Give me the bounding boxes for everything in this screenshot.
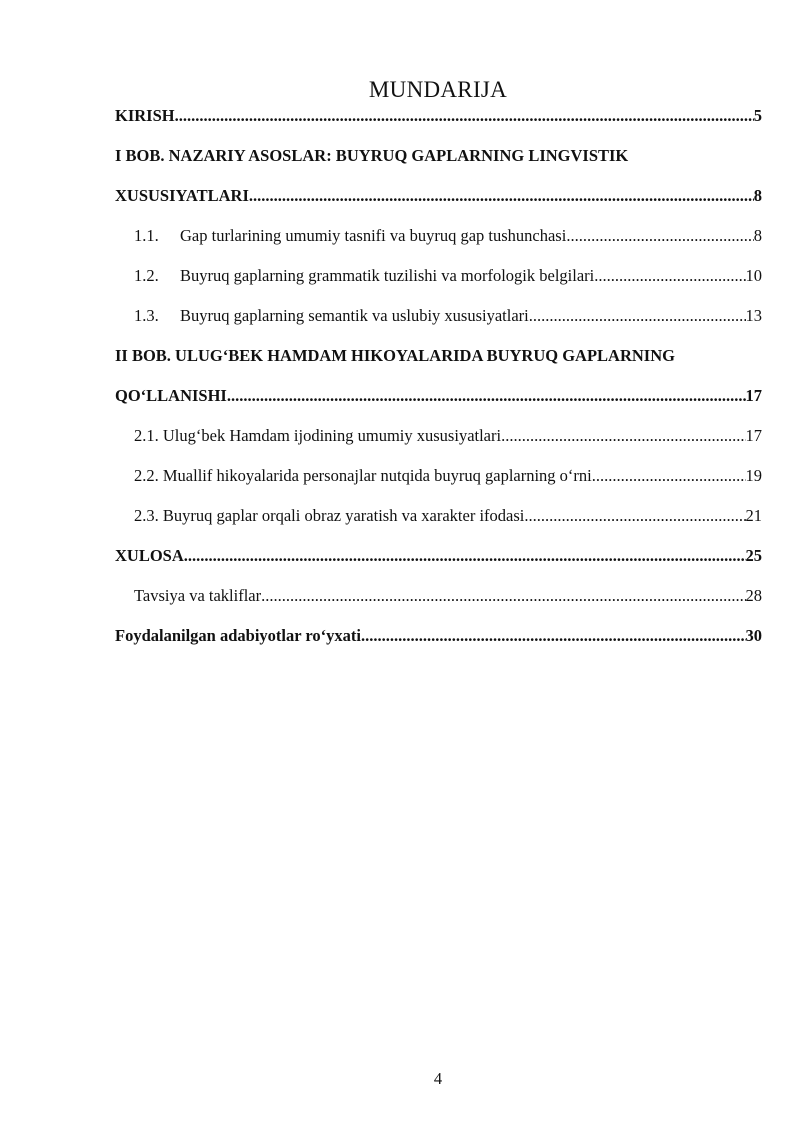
page-number: 4 <box>433 1069 443 1088</box>
toc-leader-dots <box>249 183 754 209</box>
toc-leader-dots <box>566 223 753 249</box>
toc-entry-text: XUSUSIYATLARI <box>115 186 249 205</box>
toc-section-2-2[interactable] <box>115 463 762 489</box>
toc-entry-text: KIRISH <box>115 106 175 125</box>
toc-entry-recommendations[interactable] <box>115 583 762 609</box>
toc-entry-page: 17 <box>745 426 762 445</box>
toc-entry-page: 17 <box>745 386 762 405</box>
table-of-contents <box>115 103 762 663</box>
toc-leader-dots <box>524 503 745 529</box>
toc-section-2-1[interactable] <box>115 423 762 449</box>
toc-leader-dots <box>592 463 746 489</box>
toc-entry-text: XULOSA <box>115 546 184 565</box>
toc-leader-dots <box>184 543 746 569</box>
toc-entry-page: 5 <box>753 106 762 125</box>
toc-entry-page: 21 <box>745 506 762 525</box>
toc-entry-intro[interactable] <box>115 103 762 129</box>
toc-entry-page: 30 <box>745 626 762 645</box>
toc-leader-dots <box>594 263 745 289</box>
toc-section-number: 1.1. <box>134 226 159 245</box>
toc-chapter-1-title-line2[interactable] <box>115 183 762 209</box>
toc-section-number: 1.2. <box>134 266 159 285</box>
toc-leader-dots <box>175 103 754 129</box>
toc-entry-text: Buyruq gaplarning grammatik tuzilishi va morfologik belgilari <box>180 266 595 285</box>
toc-leader-dots <box>501 423 745 449</box>
toc-chapter-2-title-line2[interactable] <box>115 383 762 409</box>
toc-chapter-2 <box>115 343 762 409</box>
toc-entry-text: QO‘LLANISHI <box>115 386 227 405</box>
toc-entry-text: Gap turlarining umumiy tasnifi va buyruq gap tushunchasi <box>180 226 567 245</box>
toc-chapter-1-title-line1[interactable]: I BOB. NAZARIY ASOSLAR: BUYRUQ GAPLARNING LINGVISTIK <box>115 146 629 165</box>
toc-entry-page: 19 <box>745 466 762 485</box>
toc-leader-dots <box>227 383 746 409</box>
toc-entry-page: 10 <box>745 266 762 285</box>
toc-entry-text: 2.2. Muallif hikoyalarida personajlar nutqida buyruq gaplarning o‘rni <box>134 466 592 485</box>
toc-entry-references[interactable] <box>115 623 762 649</box>
toc-section-2-3[interactable] <box>115 503 762 529</box>
toc-entry-page: 13 <box>745 306 762 325</box>
toc-entry-page: 28 <box>745 586 762 605</box>
toc-entry-page: 8 <box>753 186 762 205</box>
toc-entry-text: Buyruq gaplarning semantik va uslubiy xususiyatlari <box>180 306 529 325</box>
toc-entry-page: 8 <box>753 226 762 245</box>
toc-entry-text: 2.1. Ulug‘bek Hamdam ijodining umumiy xususiyatlari <box>134 426 502 445</box>
toc-entry-text: Foydalanilgan adabiyotlar ro‘yxati <box>115 626 362 645</box>
toc-chapter-2-title-line1[interactable]: II BOB. ULUG‘BEK HAMDAM HIKOYALARIDA BUYRUQ GAPLARNING <box>115 346 675 365</box>
toc-entry-page: 25 <box>745 546 762 565</box>
toc-leader-dots <box>261 583 745 609</box>
toc-section-number: 1.3. <box>134 306 159 325</box>
toc-entry-conclusion[interactable] <box>115 543 762 569</box>
toc-leader-dots <box>361 623 745 649</box>
page-title: MUNDARIJA <box>368 77 508 102</box>
toc-chapter-1 <box>115 143 762 209</box>
toc-leader-dots <box>529 303 746 329</box>
toc-section-1-3[interactable] <box>115 303 762 329</box>
toc-entry-text: 2.3. Buyruq gaplar orqali obraz yaratish va xarakter ifodasi <box>134 506 525 525</box>
toc-section-1-2[interactable] <box>115 263 762 289</box>
toc-section-1-1[interactable] <box>115 223 762 249</box>
toc-entry-text: Tavsiya va takliflar <box>134 586 262 605</box>
